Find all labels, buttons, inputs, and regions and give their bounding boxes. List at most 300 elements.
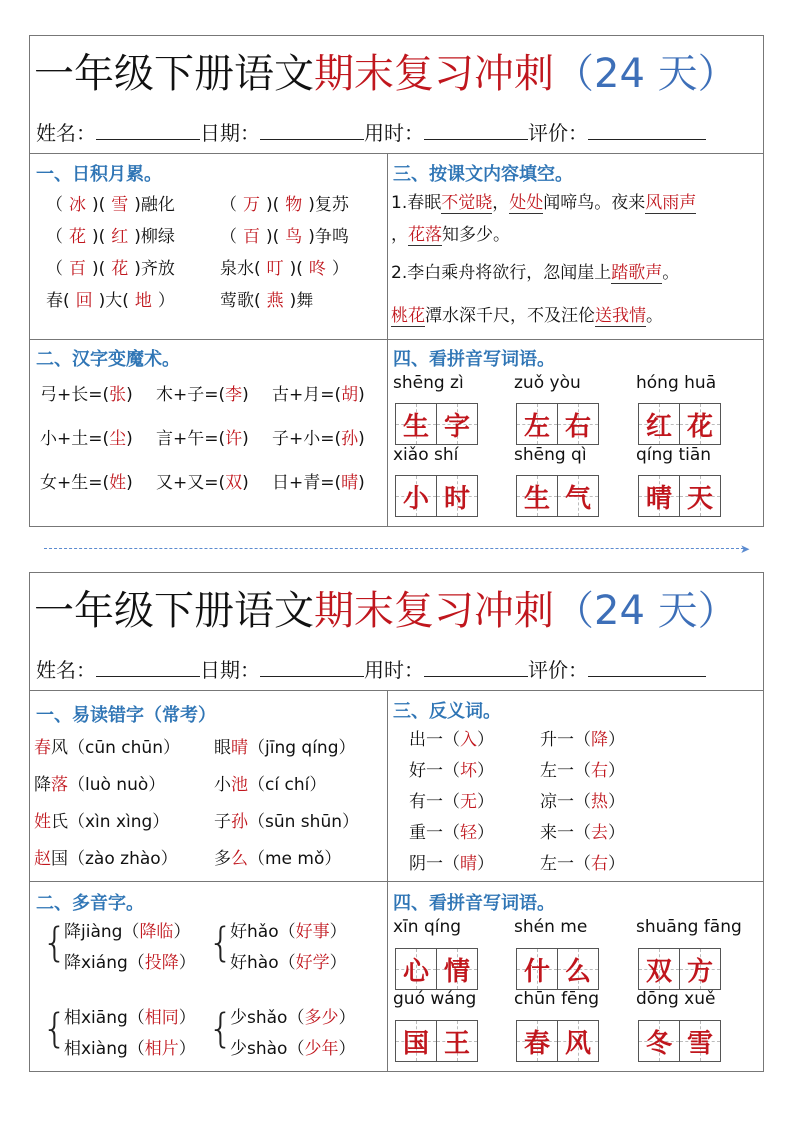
writing-grid bbox=[516, 1020, 598, 1062]
written-char: 字 bbox=[443, 411, 470, 442]
char-equation bbox=[272, 382, 365, 408]
idiom-answer: 红 bbox=[111, 227, 129, 247]
polyphone-text: ） bbox=[178, 953, 196, 973]
idiom-text: )齐放 bbox=[134, 259, 175, 279]
section-heading: 三、反义词。 bbox=[393, 701, 501, 722]
antonym-text: 左一（ bbox=[540, 854, 591, 874]
idiom-text: )融化 bbox=[134, 195, 175, 215]
idiom-text: )大( bbox=[98, 291, 129, 311]
pinyin-label: shuāng fāng bbox=[636, 917, 742, 937]
divider bbox=[387, 153, 388, 527]
misread-item bbox=[214, 846, 341, 872]
equation-answer: 李 bbox=[225, 385, 243, 405]
writing-cell bbox=[679, 948, 721, 990]
arrow-icon: ➤ bbox=[740, 542, 751, 556]
idiom-text: 莺歌( bbox=[220, 291, 261, 311]
date-label: 日期： bbox=[200, 121, 260, 145]
equation-text: 日+青=( bbox=[272, 473, 342, 493]
idiom-text: 泉水( bbox=[220, 259, 261, 279]
polyphone-text: 好hào（ bbox=[230, 953, 296, 973]
antonym-text: ） bbox=[608, 792, 625, 812]
antonym-text: ） bbox=[477, 730, 494, 750]
idiom-answer: 鸟 bbox=[285, 227, 303, 247]
idiom-row bbox=[46, 288, 175, 314]
misread-char: 晴 bbox=[231, 738, 248, 758]
section-heading: 三、按课文内容填空。 bbox=[393, 164, 573, 185]
misread-text: （me mǒ） bbox=[248, 849, 342, 869]
poem-line: ，花落知多少。 bbox=[391, 225, 510, 245]
antonym-text: ） bbox=[477, 854, 494, 874]
worksheet-card-2 bbox=[29, 572, 764, 1072]
idiom-answer: 花 bbox=[111, 259, 129, 279]
writing-cell bbox=[436, 948, 478, 990]
idiom-text: 春( bbox=[46, 291, 70, 311]
writing-grid bbox=[638, 948, 720, 990]
polyphone-text: 少shǎo（ bbox=[230, 1008, 305, 1028]
polyphone-text: ） bbox=[173, 922, 191, 942]
polyphone-item bbox=[64, 1036, 196, 1062]
time-field[interactable] bbox=[424, 121, 528, 140]
misread-char: 姓 bbox=[34, 812, 51, 832]
equation-text: 又+又=( bbox=[156, 473, 226, 493]
idiom-text: )( bbox=[266, 195, 280, 215]
polyphone-text: ） bbox=[329, 922, 347, 942]
written-char: 方 bbox=[686, 956, 713, 987]
written-char: 么 bbox=[564, 956, 591, 987]
misread-item bbox=[34, 772, 165, 798]
idiom-text: （ bbox=[220, 227, 237, 247]
writing-grid bbox=[395, 403, 477, 445]
misread-char: 赵 bbox=[34, 849, 51, 869]
idiom-row bbox=[220, 288, 313, 314]
idiom-answer: 回 bbox=[75, 291, 93, 311]
writing-grid bbox=[395, 1020, 477, 1062]
misread-text: 国（zào zhào） bbox=[51, 849, 178, 869]
writing-grid bbox=[395, 475, 477, 517]
misread-item bbox=[34, 846, 178, 872]
idiom-text: （ bbox=[46, 259, 63, 279]
written-char: 小 bbox=[402, 483, 429, 514]
date-field[interactable] bbox=[260, 121, 364, 140]
equation-answer: 晴 bbox=[341, 473, 359, 493]
antonym-pair bbox=[540, 820, 625, 846]
equation-text: ) bbox=[242, 429, 249, 449]
writing-cell bbox=[679, 475, 721, 517]
equation-answer: 许 bbox=[225, 429, 243, 449]
equation-answer: 姓 bbox=[109, 473, 127, 493]
written-char: 冬 bbox=[645, 1028, 672, 1059]
writing-grid bbox=[638, 475, 720, 517]
polyphone-item bbox=[64, 1005, 196, 1031]
written-char: 国 bbox=[402, 1028, 429, 1059]
antonym-text: ） bbox=[608, 823, 625, 843]
pinyin-label: hóng huā bbox=[636, 373, 717, 393]
antonym-answer: 轻 bbox=[460, 823, 477, 843]
pinyin-label: qíng tiān bbox=[636, 445, 712, 465]
written-char: 心 bbox=[402, 956, 429, 987]
char-equation bbox=[272, 470, 365, 496]
misread-text: 子 bbox=[214, 812, 231, 832]
idiom-text: )复苏 bbox=[308, 195, 349, 215]
equation-text: ) bbox=[242, 473, 249, 493]
equation-text: ) bbox=[358, 385, 365, 405]
idiom-answer: 地 bbox=[134, 291, 152, 311]
antonym-answer: 入 bbox=[460, 730, 477, 750]
pinyin-label: guó wáng bbox=[393, 989, 477, 1009]
written-char: 时 bbox=[443, 483, 470, 514]
idiom-answer: 燕 bbox=[266, 291, 284, 311]
antonym-text: ） bbox=[608, 854, 625, 874]
equation-text: 言+午=( bbox=[156, 429, 226, 449]
polyphone-text: 降jiàng（ bbox=[64, 922, 140, 942]
brace-icon: { bbox=[42, 1006, 68, 1052]
misread-text: 降 bbox=[34, 775, 51, 795]
antonym-pair bbox=[409, 820, 494, 846]
writing-grid bbox=[638, 1020, 720, 1062]
polyphone-answer: 降临 bbox=[139, 922, 174, 942]
divider bbox=[387, 690, 388, 1072]
polyphone-text: 相xiàng（ bbox=[64, 1039, 145, 1059]
written-char: 晴 bbox=[645, 483, 672, 514]
eval-field[interactable] bbox=[588, 658, 706, 677]
idiom-answer: 叮 bbox=[266, 259, 284, 279]
antonym-answer: 无 bbox=[460, 792, 477, 812]
idiom-text: ） bbox=[331, 259, 349, 279]
idiom-row bbox=[220, 192, 349, 218]
brace-icon: { bbox=[208, 1006, 234, 1052]
written-char: 春 bbox=[523, 1028, 550, 1059]
writing-cell bbox=[395, 403, 437, 445]
polyphone-text: ） bbox=[178, 1039, 196, 1059]
antonym-text: 阴一（ bbox=[409, 854, 460, 874]
idiom-text: )( bbox=[266, 227, 280, 247]
idiom-text: （ bbox=[46, 195, 63, 215]
written-char: 花 bbox=[686, 411, 713, 442]
writing-cell bbox=[557, 1020, 599, 1062]
poem-line: 桃花潭水深千尺，不及汪伦送我情。 bbox=[391, 306, 663, 326]
antonym-text: 来一（ bbox=[540, 823, 591, 843]
writing-cell bbox=[436, 475, 478, 517]
idiom-text: )舞 bbox=[289, 291, 314, 311]
written-char: 什 bbox=[523, 956, 550, 987]
equation-text: 子+小=( bbox=[272, 429, 342, 449]
writing-cell bbox=[436, 403, 478, 445]
antonym-text: ） bbox=[608, 730, 625, 750]
info-row bbox=[36, 655, 706, 685]
writing-cell bbox=[557, 403, 599, 445]
polyphone-item bbox=[64, 950, 196, 976]
antonym-text: 好一（ bbox=[409, 761, 460, 781]
idiom-answer: 万 bbox=[243, 195, 260, 215]
polyphone-text: 相xiāng（ bbox=[64, 1008, 145, 1028]
idiom-answer: 冰 bbox=[69, 195, 86, 215]
divider bbox=[30, 881, 763, 882]
divider-arrow bbox=[44, 548, 744, 549]
misread-text: （jīng qíng） bbox=[248, 738, 356, 758]
equation-answer: 胡 bbox=[341, 385, 359, 405]
written-char: 气 bbox=[564, 483, 591, 514]
writing-cell bbox=[557, 475, 599, 517]
writing-cell bbox=[557, 948, 599, 990]
pinyin-label: zuǒ yòu bbox=[514, 373, 581, 393]
written-char: 右 bbox=[564, 411, 591, 442]
idiom-text: ） bbox=[157, 291, 175, 311]
char-equation bbox=[156, 470, 249, 496]
writing-cell bbox=[679, 403, 721, 445]
misread-char: 春 bbox=[34, 738, 51, 758]
idiom-answer: 雪 bbox=[111, 195, 129, 215]
written-char: 红 bbox=[645, 411, 672, 442]
writing-cell bbox=[395, 948, 437, 990]
section-heading: 一、日积月累。 bbox=[36, 164, 162, 185]
writing-grid bbox=[638, 403, 720, 445]
polyphone-answer: 相同 bbox=[144, 1008, 179, 1028]
time-label: 用时： bbox=[364, 658, 424, 682]
idiom-answer: 物 bbox=[285, 195, 303, 215]
idiom-answer: 百 bbox=[69, 259, 86, 279]
antonym-text: ） bbox=[477, 823, 494, 843]
pinyin-label: dōng xuě bbox=[636, 989, 716, 1009]
worksheet-card-1 bbox=[29, 35, 764, 527]
antonym-pair bbox=[540, 758, 625, 784]
char-equation bbox=[40, 470, 133, 496]
polyphone-item bbox=[230, 919, 347, 945]
polyphone-text: 降xiáng（ bbox=[64, 953, 145, 973]
antonym-answer: 右 bbox=[591, 854, 608, 874]
writing-cell bbox=[436, 1020, 478, 1062]
info-row bbox=[36, 118, 706, 148]
antonym-pair bbox=[540, 727, 625, 753]
writing-cell bbox=[679, 1020, 721, 1062]
char-equation bbox=[40, 426, 133, 452]
writing-cell bbox=[395, 475, 437, 517]
section-heading: 四、看拼音写词语。 bbox=[393, 893, 555, 914]
polyphone-item bbox=[230, 950, 347, 976]
idiom-text: （ bbox=[220, 195, 237, 215]
antonym-text: 有一（ bbox=[409, 792, 460, 812]
equation-text: 木+子=( bbox=[156, 385, 226, 405]
misread-char: 么 bbox=[231, 849, 248, 869]
written-char: 雪 bbox=[686, 1028, 713, 1059]
written-char: 生 bbox=[523, 483, 550, 514]
pinyin-label: shēng qì bbox=[514, 445, 587, 465]
misread-text: 小 bbox=[214, 775, 231, 795]
equation-text: 小+土=( bbox=[40, 429, 110, 449]
section-heading: 四、看拼音写词语。 bbox=[393, 349, 555, 370]
equation-text: 古+月=( bbox=[272, 385, 342, 405]
antonym-text: ） bbox=[477, 761, 494, 781]
idiom-row bbox=[220, 256, 349, 282]
misread-text: 风（cūn chūn） bbox=[51, 738, 180, 758]
written-char: 生 bbox=[402, 411, 429, 442]
writing-grid bbox=[516, 948, 598, 990]
antonym-answer: 晴 bbox=[460, 854, 477, 874]
misread-item bbox=[214, 772, 326, 798]
equation-text: ) bbox=[126, 429, 133, 449]
idiom-answer: 花 bbox=[69, 227, 86, 247]
idiom-text: )( bbox=[289, 259, 303, 279]
eval-label: 评价： bbox=[528, 658, 588, 682]
pinyin-label: shēng zì bbox=[393, 373, 464, 393]
polyphone-text: 好hǎo（ bbox=[230, 922, 296, 942]
antonym-pair bbox=[409, 758, 494, 784]
section-heading: 一、易读错字（常考） bbox=[36, 705, 216, 726]
section-heading: 二、多音字。 bbox=[36, 893, 144, 914]
antonym-text: 出一（ bbox=[409, 730, 460, 750]
equation-text: ) bbox=[126, 385, 133, 405]
equation-text: ) bbox=[358, 429, 365, 449]
writing-cell bbox=[638, 403, 680, 445]
written-char: 天 bbox=[686, 483, 713, 514]
misread-char: 落 bbox=[51, 775, 68, 795]
polyphone-text: ） bbox=[178, 1008, 196, 1028]
writing-cell bbox=[638, 475, 680, 517]
date-label: 日期： bbox=[200, 658, 260, 682]
misread-char: 池 bbox=[231, 775, 248, 795]
written-char: 风 bbox=[564, 1028, 591, 1059]
misread-text: 多 bbox=[214, 849, 231, 869]
written-char: 双 bbox=[645, 956, 672, 987]
polyphone-answer: 多少 bbox=[304, 1008, 339, 1028]
pinyin-label: xīn qíng bbox=[393, 917, 462, 937]
eval-label: 评价： bbox=[528, 121, 588, 145]
misread-item bbox=[214, 809, 359, 835]
misread-char: 孙 bbox=[231, 812, 248, 832]
polyphone-answer: 好事 bbox=[295, 922, 330, 942]
idiom-answer: 咚 bbox=[308, 259, 326, 279]
antonym-answer: 去 bbox=[591, 823, 608, 843]
misread-text: （luò nuò） bbox=[68, 775, 166, 795]
idiom-answer: 百 bbox=[243, 227, 260, 247]
char-equation bbox=[156, 382, 249, 408]
char-equation bbox=[272, 426, 365, 452]
idiom-row bbox=[46, 192, 175, 218]
equation-text: ) bbox=[126, 473, 133, 493]
idiom-text: )争鸣 bbox=[308, 227, 349, 247]
idiom-text: )( bbox=[92, 259, 106, 279]
divider bbox=[30, 153, 763, 154]
antonym-answer: 坏 bbox=[460, 761, 477, 781]
antonym-answer: 右 bbox=[591, 761, 608, 781]
idiom-row bbox=[46, 224, 175, 250]
writing-grid bbox=[516, 403, 598, 445]
polyphone-text: 少shào（ bbox=[230, 1039, 305, 1059]
eval-field[interactable] bbox=[588, 121, 706, 140]
writing-cell bbox=[395, 1020, 437, 1062]
name-field[interactable] bbox=[96, 658, 200, 677]
brace-icon: { bbox=[208, 920, 234, 966]
idiom-text: )( bbox=[92, 227, 106, 247]
writing-cell bbox=[638, 1020, 680, 1062]
writing-cell bbox=[516, 475, 558, 517]
antonym-answer: 降 bbox=[591, 730, 608, 750]
poem-line: 1.春眠不觉晓，处处闻啼鸟。夜来风雨声 bbox=[391, 193, 697, 213]
writing-grid bbox=[516, 475, 598, 517]
written-char: 王 bbox=[443, 1028, 470, 1059]
idiom-text: )柳绿 bbox=[134, 227, 175, 247]
antonym-text: 左一（ bbox=[540, 761, 591, 781]
pinyin-label: shén me bbox=[514, 917, 588, 937]
equation-text: 女+生=( bbox=[40, 473, 110, 493]
written-char: 情 bbox=[443, 956, 470, 987]
writing-cell bbox=[516, 403, 558, 445]
polyphone-text: ） bbox=[338, 1039, 356, 1059]
pinyin-label: chūn fēng bbox=[514, 989, 600, 1009]
writing-cell bbox=[638, 948, 680, 990]
brace-icon: { bbox=[42, 920, 68, 966]
equation-answer: 尘 bbox=[109, 429, 127, 449]
antonym-pair bbox=[540, 851, 625, 877]
idiom-text: （ bbox=[46, 227, 63, 247]
equation-text: ) bbox=[358, 473, 365, 493]
antonym-text: 凉一（ bbox=[540, 792, 591, 812]
misread-item bbox=[34, 809, 169, 835]
misread-item bbox=[34, 735, 180, 761]
pinyin-label: xiǎo shí bbox=[393, 445, 459, 465]
polyphone-item bbox=[230, 1005, 355, 1031]
page-title: 一年级下册语文期末复习冲刺（24 天） bbox=[34, 51, 738, 97]
antonym-text: 重一（ bbox=[409, 823, 460, 843]
section-heading: 二、汉字变魔术。 bbox=[36, 349, 180, 370]
polyphone-text: ） bbox=[329, 953, 347, 973]
date-field[interactable] bbox=[260, 658, 364, 677]
equation-answer: 张 bbox=[109, 385, 127, 405]
time-label: 用时： bbox=[364, 121, 424, 145]
antonym-pair bbox=[409, 789, 494, 815]
misread-text: （cí chí） bbox=[248, 775, 327, 795]
writing-cell bbox=[516, 1020, 558, 1062]
antonym-text: ） bbox=[608, 761, 625, 781]
misread-text: 眼 bbox=[214, 738, 231, 758]
divider bbox=[30, 690, 763, 691]
polyphone-item bbox=[230, 1036, 355, 1062]
antonym-text: ） bbox=[477, 792, 494, 812]
antonym-pair bbox=[540, 789, 625, 815]
writing-cell bbox=[516, 948, 558, 990]
polyphone-answer: 投降 bbox=[144, 953, 179, 973]
polyphone-answer: 相片 bbox=[144, 1039, 179, 1059]
antonym-pair bbox=[409, 851, 494, 877]
name-field[interactable] bbox=[96, 121, 200, 140]
antonym-answer: 热 bbox=[591, 792, 608, 812]
polyphone-text: ） bbox=[338, 1008, 356, 1028]
written-char: 左 bbox=[523, 411, 550, 442]
equation-answer: 孙 bbox=[341, 429, 359, 449]
equation-text: 弓+长=( bbox=[40, 385, 110, 405]
antonym-pair bbox=[409, 727, 494, 753]
name-label: 姓名： bbox=[36, 121, 96, 145]
polyphone-answer: 好学 bbox=[295, 953, 330, 973]
idiom-text: )( bbox=[92, 195, 106, 215]
writing-grid bbox=[395, 948, 477, 990]
misread-text: 氏（xìn xìng） bbox=[51, 812, 170, 832]
idiom-row bbox=[46, 256, 175, 282]
char-equation bbox=[156, 426, 249, 452]
polyphone-answer: 少年 bbox=[304, 1039, 339, 1059]
misread-text: （sūn shūn） bbox=[248, 812, 359, 832]
idiom-row bbox=[220, 224, 349, 250]
name-label: 姓名： bbox=[36, 658, 96, 682]
page-title: 一年级下册语文期末复习冲刺（24 天） bbox=[34, 588, 738, 634]
equation-text: ) bbox=[242, 385, 249, 405]
divider bbox=[30, 339, 763, 340]
time-field[interactable] bbox=[424, 658, 528, 677]
polyphone-item bbox=[64, 919, 190, 945]
equation-answer: 双 bbox=[225, 473, 243, 493]
misread-item bbox=[214, 735, 356, 761]
antonym-text: 升一（ bbox=[540, 730, 591, 750]
poem-line: 2.李白乘舟将欲行，忽闻崖上踏歌声。 bbox=[391, 263, 680, 283]
